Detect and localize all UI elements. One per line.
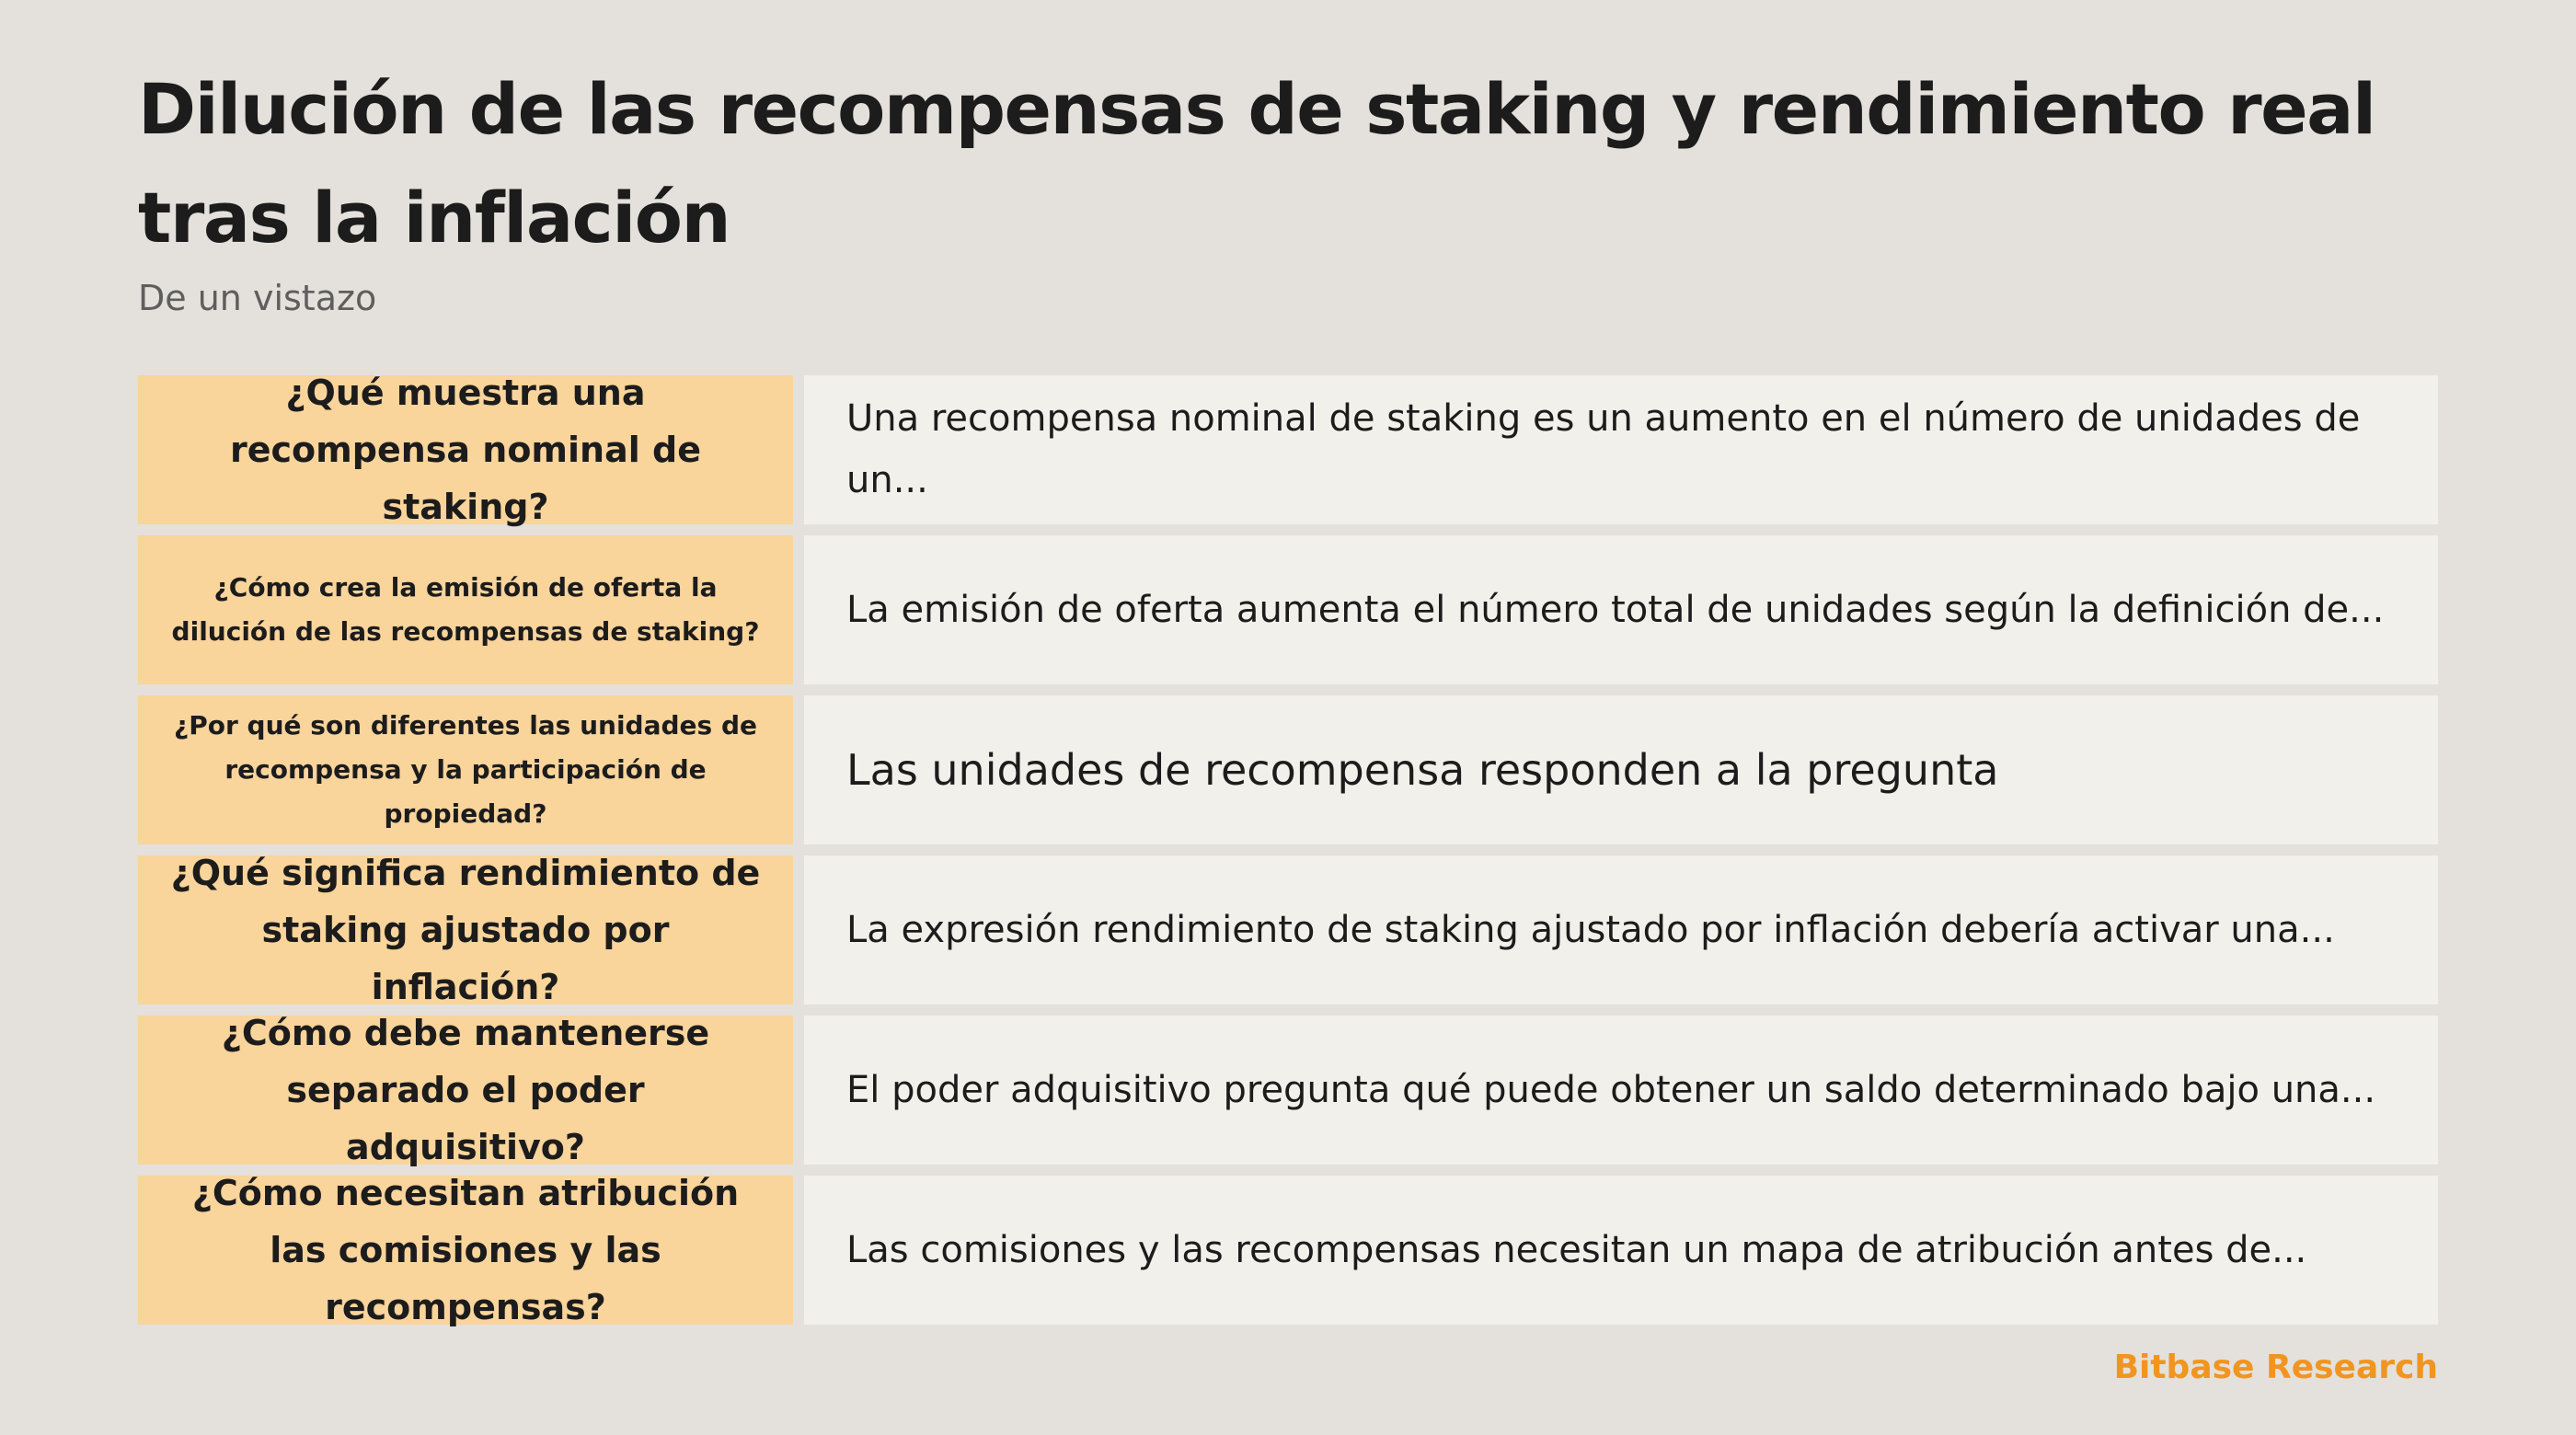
qa-question: ¿Cómo necesitan atribución las comisiones y las recompensas? [138,1176,793,1325]
qa-answer [804,535,2438,684]
qa-row [138,853,2438,1007]
qa-answer [804,1176,2438,1325]
qa-answer-text: Las comisiones y las recompensas necesitan un mapa de atribución antes de... [846,1228,2307,1271]
qa-answer-text: La emisión de oferta aumenta el número total de unidades según la definición de... [846,588,2385,631]
qa-row [138,695,2438,844]
page-header [138,55,2438,322]
qa-answer [804,695,2438,844]
qa-question: ¿Cómo crea la emisión de oferta la dilución de las recompensas de staking? [138,535,793,684]
qa-row [138,373,2438,527]
qa-row [138,1173,2438,1327]
qa-question: ¿Por qué son diferentes las unidades de recompensa y la participación de propiedad? [138,695,793,844]
qa-row [138,1013,2438,1167]
qa-row [138,535,2438,684]
qa-answer [804,375,2438,524]
qa-answer-text: Las unidades de recompensa responden a la pregunta [846,744,1999,795]
qa-question: ¿Qué muestra una recompensa nominal de staking? [138,375,793,524]
qa-question: ¿Cómo debe mantenerse separado el poder adquisitivo? [138,1016,793,1165]
qa-answer [804,855,2438,1004]
brand-label: Bitbase Research [2113,1349,2438,1386]
qa-table [138,375,2438,1336]
qa-question: ¿Qué significa rendimiento de staking ajustado por inflación? [138,855,793,1004]
page-title: Dilución de las recompensas de staking y rendimiento real tras la inflación [138,68,2375,258]
qa-answer-text: La expresión rendimiento de staking ajustado por inflación debería activar una... [846,908,2335,951]
page-subtitle: De un vistazo [138,278,377,318]
qa-answer-text: Una recompensa nominal de staking es un aumento en el número de unidades de un... [846,397,2361,501]
qa-answer [804,1016,2438,1165]
qa-answer-text: El poder adquisitivo pregunta qué puede obtener un saldo determinado bajo una... [846,1068,2376,1111]
